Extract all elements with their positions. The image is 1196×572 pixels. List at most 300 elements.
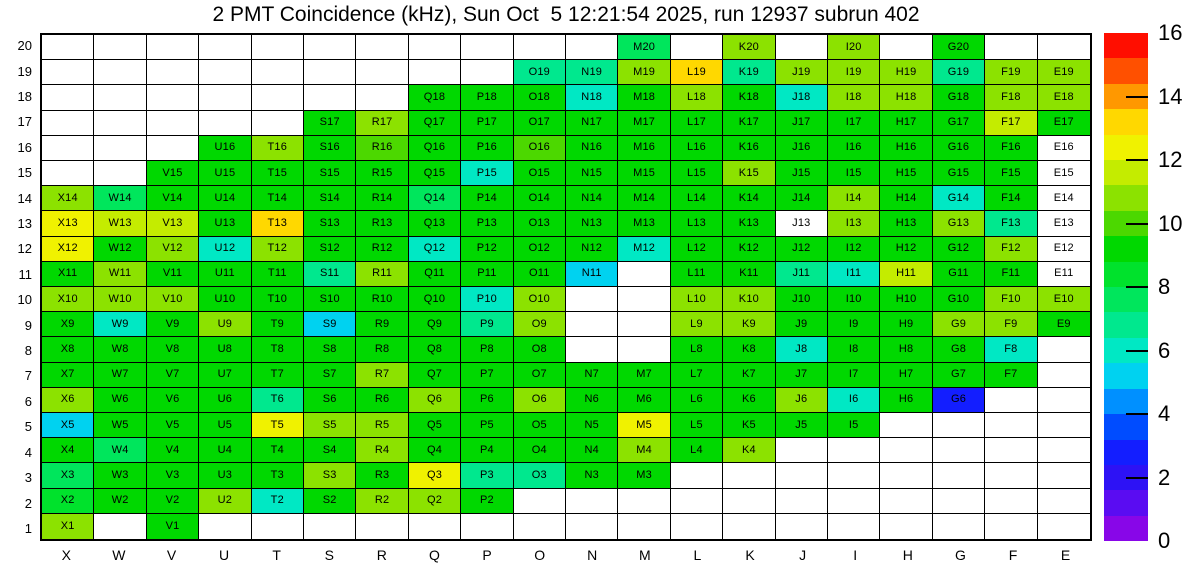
- heatmap-cell-G1: [933, 514, 985, 539]
- heatmap-cell-K10: K10: [723, 287, 775, 312]
- heatmap-cell-K7: K7: [723, 363, 775, 388]
- heatmap-cell-W6: W6: [94, 388, 146, 413]
- heatmap-cell-O14: O14: [514, 186, 566, 211]
- heatmap-cell-L19: L19: [671, 60, 723, 85]
- heatmap-cell-V1: V1: [147, 514, 199, 539]
- heatmap-cell-S16: S16: [304, 136, 356, 161]
- x-axis-label-P: P: [482, 547, 492, 563]
- heatmap-cell-T8: T8: [252, 337, 304, 362]
- heatmap-cell-J9: J9: [776, 312, 828, 337]
- heatmap-cell-R20: [356, 35, 408, 60]
- heatmap-cell-M8: [618, 337, 670, 362]
- heatmap-cell-E11: E11: [1038, 262, 1090, 287]
- x-axis-label-O: O: [534, 547, 546, 563]
- heatmap-cell-I17: I17: [828, 111, 880, 136]
- heatmap-cell-I9: I9: [828, 312, 880, 337]
- heatmap-cell-W14: W14: [94, 186, 146, 211]
- heatmap-cell-I19: I19: [828, 60, 880, 85]
- heatmap-cell-R11: R11: [356, 262, 408, 287]
- heatmap-cell-O12: O12: [514, 237, 566, 262]
- heatmap-cell-X4: X4: [42, 438, 94, 463]
- heatmap-cell-M11: [618, 262, 670, 287]
- heatmap-cell-N10: [566, 287, 618, 312]
- heatmap-cell-F18: F18: [985, 85, 1037, 110]
- heatmap-cell-J19: J19: [776, 60, 828, 85]
- heatmap-cell-J15: J15: [776, 161, 828, 186]
- heatmap-cell-R18: [356, 85, 408, 110]
- heatmap-cell-R13: R13: [356, 211, 408, 236]
- y-axis-label-19: 19: [17, 63, 32, 79]
- heatmap-cell-J7: J7: [776, 363, 828, 388]
- heatmap-cell-F2: [985, 489, 1037, 514]
- heatmap-cell-F3: [985, 463, 1037, 488]
- heatmap-cell-L4: L4: [671, 438, 723, 463]
- heatmap-cell-P2: P2: [461, 489, 513, 514]
- heatmap-cell-S20: [304, 35, 356, 60]
- heatmap-cell-S4: S4: [304, 438, 356, 463]
- heatmap-cell-S1: [304, 514, 356, 539]
- colorbar-tick-label-16: 16: [1158, 20, 1183, 45]
- heatmap-cell-H4: [880, 438, 932, 463]
- heatmap-cell-N9: [566, 312, 618, 337]
- heatmap-cell-E8: [1038, 337, 1090, 362]
- y-axis-label-11: 11: [18, 266, 32, 282]
- heatmap-cell-T4: T4: [252, 438, 304, 463]
- heatmap-cell-K16: K16: [723, 136, 775, 161]
- heatmap-cell-U10: U10: [199, 287, 251, 312]
- heatmap-cell-S14: S14: [304, 186, 356, 211]
- heatmap-cell-U2: U2: [199, 489, 251, 514]
- heatmap-cell-F14: F14: [985, 186, 1037, 211]
- heatmap-cell-E1: [1038, 514, 1090, 539]
- heatmap-cell-P10: P10: [461, 287, 513, 312]
- colorbar-tick-label-6: 6: [1158, 337, 1171, 363]
- heatmap-cell-J2: [776, 489, 828, 514]
- heatmap-cell-G20: G20: [933, 35, 985, 60]
- heatmap-cell-T9: T9: [252, 312, 304, 337]
- colorbar-tick-label-2: 2: [1158, 464, 1171, 490]
- heatmap-cell-P18: P18: [461, 85, 513, 110]
- heatmap-cell-R8: R8: [356, 337, 408, 362]
- heatmap-cell-S5: S5: [304, 413, 356, 438]
- heatmap-cell-I16: I16: [828, 136, 880, 161]
- heatmap-cell-K12: K12: [723, 237, 775, 262]
- heatmap-cell-I3: [828, 463, 880, 488]
- colorbar-band: [1104, 84, 1148, 109]
- heatmap-cell-R9: R9: [356, 312, 408, 337]
- x-axis-label-H: H: [902, 547, 913, 563]
- heatmap-cell-K1: [723, 514, 775, 539]
- heatmap-cell-M6: M6: [618, 388, 670, 413]
- x-axis: [40, 544, 1092, 566]
- heatmap-cell-I6: I6: [828, 388, 880, 413]
- heatmap-cell-L1: [671, 514, 723, 539]
- heatmap-cell-H10: H10: [880, 287, 932, 312]
- heatmap-cell-X2: X2: [42, 489, 94, 514]
- heatmap-cell-X16: [42, 136, 94, 161]
- heatmap-cell-L13: L13: [671, 211, 723, 236]
- heatmap-cell-Q18: Q18: [409, 85, 461, 110]
- y-axis-label-10: 10: [17, 292, 32, 308]
- heatmap-cell-W12: W12: [94, 237, 146, 262]
- heatmap-cell-E2: [1038, 489, 1090, 514]
- heatmap-cell-W7: W7: [94, 363, 146, 388]
- heatmap-cell-W8: W8: [94, 337, 146, 362]
- heatmap-cell-L6: L6: [671, 388, 723, 413]
- heatmap-cell-O13: O13: [514, 211, 566, 236]
- heatmap-cell-U6: U6: [199, 388, 251, 413]
- heatmap-cell-U4: U4: [199, 438, 251, 463]
- heatmap-cell-S10: S10: [304, 287, 356, 312]
- x-axis-label-Q: Q: [429, 547, 440, 563]
- heatmap-cell-H18: H18: [880, 85, 932, 110]
- heatmap-cell-N18: N18: [566, 85, 618, 110]
- heatmap-cell-V12: V12: [147, 237, 199, 262]
- heatmap-cell-R1: [356, 514, 408, 539]
- heatmap-cell-W11: W11: [94, 262, 146, 287]
- heatmap-cell-P6: P6: [461, 388, 513, 413]
- heatmap-cell-G17: G17: [933, 111, 985, 136]
- heatmap-cell-I11: I11: [828, 262, 880, 287]
- heatmap-cell-R7: R7: [356, 363, 408, 388]
- heatmap-cell-V11: V11: [147, 262, 199, 287]
- heatmap-cell-E10: E10: [1038, 287, 1090, 312]
- heatmap-cell-Q13: Q13: [409, 211, 461, 236]
- heatmap-cell-H14: H14: [880, 186, 932, 211]
- x-axis-label-U: U: [219, 547, 230, 563]
- heatmap-cell-M2: [618, 489, 670, 514]
- colorbar-tick-label-8: 8: [1158, 274, 1171, 299]
- colorbar-band: [1104, 490, 1148, 515]
- colorbar-tick-label-14: 14: [1158, 83, 1183, 109]
- heatmap-cell-R3: R3: [356, 463, 408, 488]
- heatmap-cell-J17: J17: [776, 111, 828, 136]
- heatmap-cell-N7: N7: [566, 363, 618, 388]
- heatmap-cell-S12: S12: [304, 237, 356, 262]
- heatmap-cell-Q4: Q4: [409, 438, 461, 463]
- heatmap-cell-S2: S2: [304, 489, 356, 514]
- x-axis-label-I: I: [853, 547, 858, 563]
- heatmap-cell-R2: R2: [356, 489, 408, 514]
- heatmap-cell-Q7: Q7: [409, 363, 461, 388]
- heatmap-cell-G10: G10: [933, 287, 985, 312]
- heatmap-cell-L3: [671, 463, 723, 488]
- heatmap-cell-H13: H13: [880, 211, 932, 236]
- heatmap-cell-F7: F7: [985, 363, 1037, 388]
- heatmap-cell-E20: [1038, 35, 1090, 60]
- heatmap-cell-W5: W5: [94, 413, 146, 438]
- heatmap-cell-U16: U16: [199, 136, 251, 161]
- heatmap-cell-L15: L15: [671, 161, 723, 186]
- heatmap-cell-G16: G16: [933, 136, 985, 161]
- heatmap-cell-F13: F13: [985, 211, 1037, 236]
- heatmap-cell-G5: [933, 413, 985, 438]
- heatmap-cell-E19: E19: [1038, 60, 1090, 85]
- heatmap-cell-R6: R6: [356, 388, 408, 413]
- heatmap-cell-P19: [461, 60, 513, 85]
- heatmap-cell-U15: U15: [199, 161, 251, 186]
- heatmap-cell-L5: L5: [671, 413, 723, 438]
- y-axis-label-12: 12: [17, 241, 32, 257]
- heatmap-cell-W9: W9: [94, 312, 146, 337]
- heatmap-cell-F4: [985, 438, 1037, 463]
- heatmap-cell-T1: [252, 514, 304, 539]
- heatmap-cell-N5: N5: [566, 413, 618, 438]
- heatmap-cell-N19: N19: [566, 60, 618, 85]
- heatmap-cell-N17: N17: [566, 111, 618, 136]
- heatmap-cell-Q8: Q8: [409, 337, 461, 362]
- heatmap-cell-E5: [1038, 413, 1090, 438]
- heatmap-cell-L16: L16: [671, 136, 723, 161]
- heatmap-cell-T18: [252, 85, 304, 110]
- heatmap-cell-U13: U13: [199, 211, 251, 236]
- heatmap-cell-T3: T3: [252, 463, 304, 488]
- heatmap-cell-M18: M18: [618, 85, 670, 110]
- heatmap-cell-M3: M3: [618, 463, 670, 488]
- y-axis-label-3: 3: [24, 470, 32, 486]
- heatmap-cell-N13: N13: [566, 211, 618, 236]
- heatmap-cell-I7: I7: [828, 363, 880, 388]
- heatmap-cell-O18: O18: [514, 85, 566, 110]
- colorbar-band: [1104, 389, 1148, 414]
- heatmap-cell-V20: [147, 35, 199, 60]
- heatmap-cell-G4: [933, 438, 985, 463]
- y-axis-label-5: 5: [24, 419, 32, 435]
- heatmap-cell-N15: N15: [566, 161, 618, 186]
- heatmap-cell-T17: [252, 111, 304, 136]
- heatmap-cell-F8: F8: [985, 337, 1037, 362]
- heatmap-cell-V10: V10: [147, 287, 199, 312]
- heatmap-cell-U18: [199, 85, 251, 110]
- heatmap-cell-I12: I12: [828, 237, 880, 262]
- heatmap-cell-M20: M20: [618, 35, 670, 60]
- heatmap-cell-H7: H7: [880, 363, 932, 388]
- heatmap-cell-J18: J18: [776, 85, 828, 110]
- heatmap-cell-M14: M14: [618, 186, 670, 211]
- heatmap-cell-S15: S15: [304, 161, 356, 186]
- heatmap-cell-G2: [933, 489, 985, 514]
- heatmap-cell-H3: [880, 463, 932, 488]
- y-axis-label-9: 9: [24, 317, 32, 333]
- colorbar-band: [1104, 236, 1148, 261]
- heatmap-cell-O20: [514, 35, 566, 60]
- heatmap-cell-G7: G7: [933, 363, 985, 388]
- heatmap-cell-U12: U12: [199, 237, 251, 262]
- heatmap-cell-L11: L11: [671, 262, 723, 287]
- y-axis-label-2: 2: [24, 495, 32, 511]
- heatmap-cell-S18: [304, 85, 356, 110]
- heatmap-cell-X15: [42, 161, 94, 186]
- heatmap-cell-E6: [1038, 388, 1090, 413]
- heatmap-cell-J4: [776, 438, 828, 463]
- heatmap-cell-I2: [828, 489, 880, 514]
- heatmap-cell-L18: L18: [671, 85, 723, 110]
- heatmap-cell-Q10: Q10: [409, 287, 461, 312]
- heatmap-cell-O6: O6: [514, 388, 566, 413]
- heatmap-cell-H16: H16: [880, 136, 932, 161]
- heatmap-cell-H5: [880, 413, 932, 438]
- y-axis-label-8: 8: [24, 343, 32, 359]
- heatmap-cell-R10: R10: [356, 287, 408, 312]
- heatmap-cell-O10: O10: [514, 287, 566, 312]
- heatmap-cell-H6: H6: [880, 388, 932, 413]
- heatmap-cell-T11: T11: [252, 262, 304, 287]
- heatmap-cell-N6: N6: [566, 388, 618, 413]
- heatmap-cell-P4: P4: [461, 438, 513, 463]
- x-axis-label-V: V: [166, 547, 177, 563]
- heatmap-cell-U5: U5: [199, 413, 251, 438]
- heatmap-cell-W19: [94, 60, 146, 85]
- heatmap-cell-G13: G13: [933, 211, 985, 236]
- heatmap-cell-N14: N14: [566, 186, 618, 211]
- heatmap-cell-K11: K11: [723, 262, 775, 287]
- x-axis-label-E: E: [1060, 547, 1071, 563]
- heatmap-cell-U3: U3: [199, 463, 251, 488]
- heatmap-cell-T6: T6: [252, 388, 304, 413]
- heatmap-cell-F16: F16: [985, 136, 1037, 161]
- heatmap-cell-J20: [776, 35, 828, 60]
- colorbar-tick-label-12: 12: [1158, 147, 1183, 172]
- heatmap-cell-J12: J12: [776, 237, 828, 262]
- heatmap-cell-Q14: Q14: [409, 186, 461, 211]
- heatmap-cell-L12: L12: [671, 237, 723, 262]
- heatmap-cell-X7: X7: [42, 363, 94, 388]
- heatmap-cell-I8: I8: [828, 337, 880, 362]
- colorbar-band: [1104, 516, 1148, 541]
- heatmap-cell-M7: M7: [618, 363, 670, 388]
- heatmap-cell-Q11: Q11: [409, 262, 461, 287]
- colorbar-band: [1104, 135, 1148, 160]
- colorbar-band: [1104, 109, 1148, 134]
- heatmap-cell-V14: V14: [147, 186, 199, 211]
- heatmap-cell-L2: [671, 489, 723, 514]
- heatmap-cell-J16: J16: [776, 136, 828, 161]
- heatmap-cell-J14: J14: [776, 186, 828, 211]
- heatmap-cell-J10: J10: [776, 287, 828, 312]
- heatmap-cell-K18: K18: [723, 85, 775, 110]
- y-axis-label-1: 1: [24, 520, 32, 536]
- heatmap-cell-M13: M13: [618, 211, 670, 236]
- heatmap-cell-K4: K4: [723, 438, 775, 463]
- heatmap-cell-X12: X12: [42, 237, 94, 262]
- heatmap-cell-G14: G14: [933, 186, 985, 211]
- x-axis-label-J: J: [799, 547, 807, 563]
- heatmap-cell-O9: O9: [514, 312, 566, 337]
- heatmap-cell-F20: [985, 35, 1037, 60]
- heatmap-cell-I4: [828, 438, 880, 463]
- heatmap-cell-W4: W4: [94, 438, 146, 463]
- heatmap-cell-W15: [94, 161, 146, 186]
- heatmap-cell-M12: M12: [618, 237, 670, 262]
- heatmap-cell-K15: K15: [723, 161, 775, 186]
- heatmap-cell-Q17: Q17: [409, 111, 461, 136]
- heatmap-cell-S8: S8: [304, 337, 356, 362]
- heatmap-cell-M15: M15: [618, 161, 670, 186]
- colorbar-band: [1104, 185, 1148, 210]
- heatmap-cell-L10: L10: [671, 287, 723, 312]
- heatmap-cell-F11: F11: [985, 262, 1037, 287]
- heatmap-cell-L17: L17: [671, 111, 723, 136]
- heatmap-cell-V2: V2: [147, 489, 199, 514]
- y-axis: [0, 33, 32, 541]
- heatmap-cell-P9: P9: [461, 312, 513, 337]
- heatmap-cell-S13: S13: [304, 211, 356, 236]
- heatmap-cell-L9: L9: [671, 312, 723, 337]
- heatmap-cell-N12: N12: [566, 237, 618, 262]
- heatmap-cell-X20: [42, 35, 94, 60]
- heatmap-cell-W16: [94, 136, 146, 161]
- heatmap-cell-F17: F17: [985, 111, 1037, 136]
- heatmap-cell-R5: R5: [356, 413, 408, 438]
- y-axis-label-4: 4: [24, 444, 32, 460]
- heatmap-cell-P5: P5: [461, 413, 513, 438]
- heatmap-cell-R12: R12: [356, 237, 408, 262]
- heatmap-cell-G11: G11: [933, 262, 985, 287]
- heatmap-cell-S7: S7: [304, 363, 356, 388]
- x-axis-label-G: G: [954, 547, 966, 563]
- heatmap-cell-G9: G9: [933, 312, 985, 337]
- heatmap-cell-O3: O3: [514, 463, 566, 488]
- heatmap-cell-J8: J8: [776, 337, 828, 362]
- colorbar-band: [1104, 33, 1148, 58]
- heatmap-cell-P7: P7: [461, 363, 513, 388]
- heatmap-cell-P3: P3: [461, 463, 513, 488]
- heatmap-cell-T2: T2: [252, 489, 304, 514]
- heatmap-cell-N4: N4: [566, 438, 618, 463]
- heatmap-cell-K14: K14: [723, 186, 775, 211]
- y-axis-label-14: 14: [17, 190, 32, 206]
- heatmap-cell-O1: [514, 514, 566, 539]
- heatmap-cell-P1: [461, 514, 513, 539]
- colorbar: [1104, 33, 1148, 541]
- heatmap-cell-R15: R15: [356, 161, 408, 186]
- heatmap-cell-V13: V13: [147, 211, 199, 236]
- heatmap-cell-O7: O7: [514, 363, 566, 388]
- heatmap-cell-R4: R4: [356, 438, 408, 463]
- heatmap-cell-Q2: Q2: [409, 489, 461, 514]
- heatmap-cell-V3: V3: [147, 463, 199, 488]
- colorbar-band: [1104, 465, 1148, 490]
- heatmap-cell-X6: X6: [42, 388, 94, 413]
- heatmap-cell-S3: S3: [304, 463, 356, 488]
- heatmap-cell-I15: I15: [828, 161, 880, 186]
- heatmap-cell-F6: [985, 388, 1037, 413]
- x-axis-label-R: R: [376, 547, 387, 563]
- heatmap-cell-K17: K17: [723, 111, 775, 136]
- heatmap-cell-W1: [94, 514, 146, 539]
- heatmap-cell-T15: T15: [252, 161, 304, 186]
- heatmap-cell-I20: I20: [828, 35, 880, 60]
- colorbar-band: [1104, 58, 1148, 83]
- heatmap-cell-L20: [671, 35, 723, 60]
- heatmap-cell-M9: [618, 312, 670, 337]
- heatmap-cell-E14: E14: [1038, 186, 1090, 211]
- heatmap-cell-N8: [566, 337, 618, 362]
- heatmap-cell-G12: G12: [933, 237, 985, 262]
- heatmap-cell-P12: P12: [461, 237, 513, 262]
- heatmap-cell-F5: [985, 413, 1037, 438]
- heatmap-cell-W18: [94, 85, 146, 110]
- heatmap-cell-S17: S17: [304, 111, 356, 136]
- heatmap-cell-Q15: Q15: [409, 161, 461, 186]
- colorbar-band: [1104, 312, 1148, 337]
- heatmap-cell-L8: L8: [671, 337, 723, 362]
- heatmap-cell-X14: X14: [42, 186, 94, 211]
- heatmap-cell-P15: P15: [461, 161, 513, 186]
- heatmap-cell-M5: M5: [618, 413, 670, 438]
- heatmap-cell-P11: P11: [461, 262, 513, 287]
- heatmap-cell-V7: V7: [147, 363, 199, 388]
